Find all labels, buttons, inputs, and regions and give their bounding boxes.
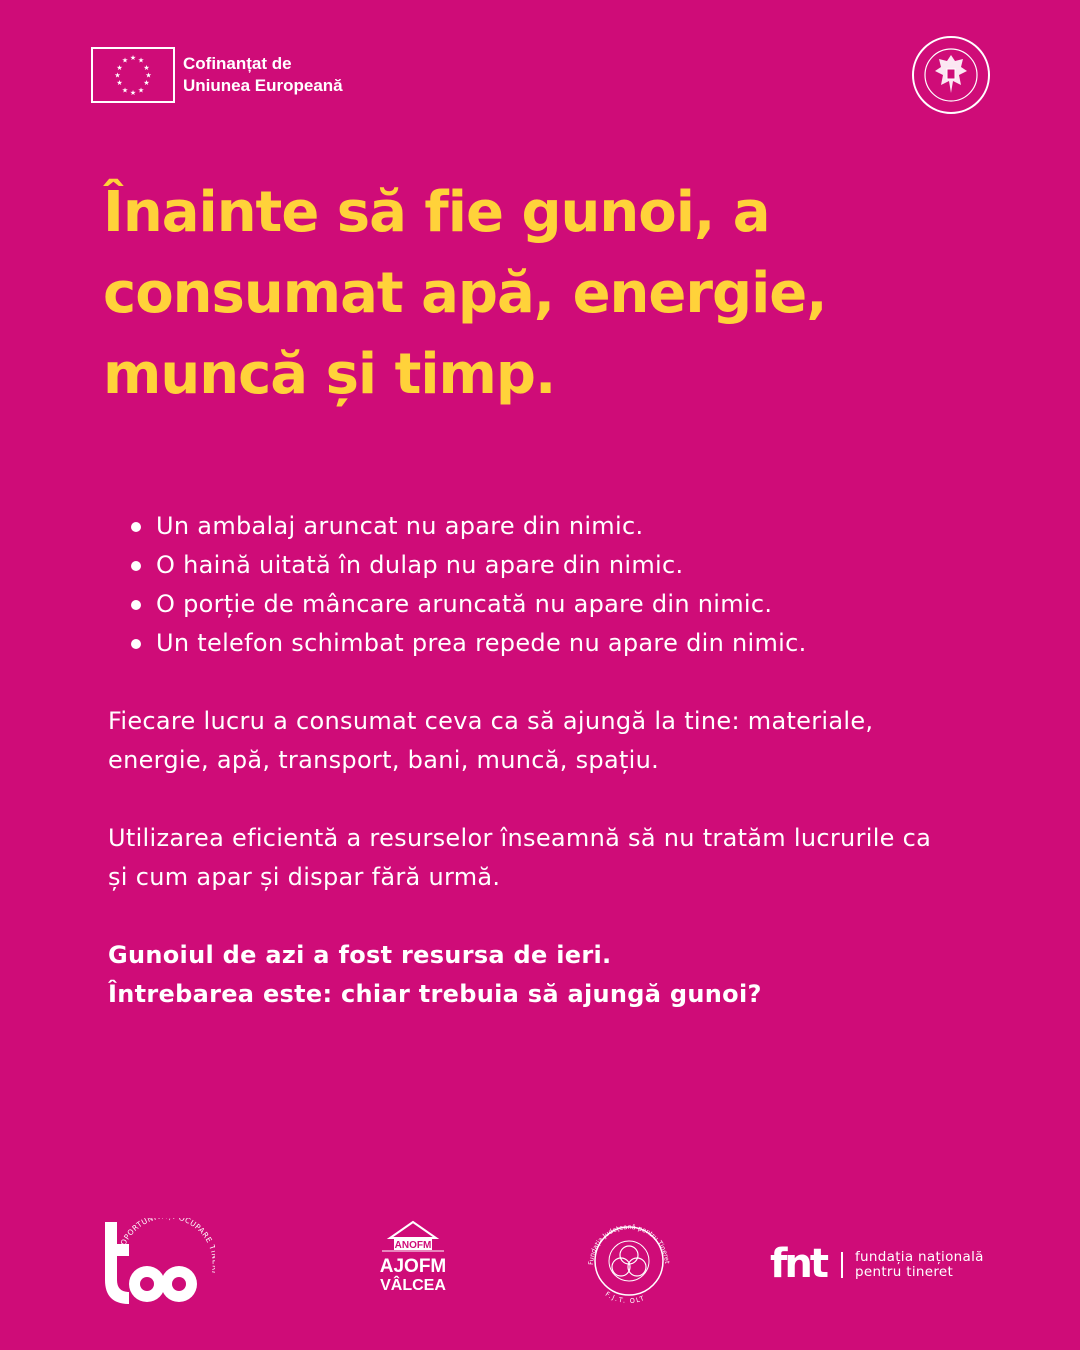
- svg-text:★: ★: [137, 86, 145, 95]
- list-item: [108, 624, 807, 663]
- headline-line-2: consumat apă, energie,: [103, 261, 827, 326]
- fjt-ring-text: Fundația Județeană pentru Tineret: [586, 1222, 671, 1266]
- fnt-mark-icon: [763, 1237, 833, 1293]
- fnt-logo: [763, 1235, 1003, 1295]
- svg-text:★: ★: [129, 54, 137, 62]
- fjt-olt-logo: [583, 1215, 675, 1307]
- paragraph-line: energie, apă, transport, bani, muncă, spațiu.: [108, 746, 660, 774]
- svg-text:★: ★: [137, 56, 145, 65]
- list-item-text: Un ambalaj aruncat nu apare din nimic.: [156, 512, 644, 540]
- paragraph-line: Întrebarea este: chiar trebuia să ajungă gunoi?: [108, 980, 762, 1008]
- bullet-icon: [131, 639, 141, 649]
- list-item-text: O haină uitată în dulap nu apare din nimic.: [156, 551, 684, 579]
- list-item-text: O porție de mâncare aruncată nu apare din nimic.: [156, 590, 773, 618]
- svg-text:★: ★: [143, 79, 150, 87]
- paragraph-efficiency: [108, 819, 1008, 897]
- list-item: [108, 507, 807, 546]
- eu-line-2: Uniunea Europeană: [183, 76, 343, 95]
- eu-cofunding-text: [183, 53, 343, 97]
- svg-text:Fundația Județeană pentru Tine: [583, 1215, 671, 1266]
- ajofm-label: AJOFM: [379, 1256, 447, 1277]
- too-ring-text: OPORTUN OCUPARE: [118, 1218, 215, 1247]
- svg-text:★: ★: [114, 71, 121, 80]
- romanian-government-seal-icon: [911, 35, 991, 115]
- list-item-text: Un telefon schimbat prea repede nu apare din nimic.: [156, 629, 807, 657]
- svg-text:★: ★: [121, 56, 129, 65]
- svg-text:★: ★: [145, 71, 152, 80]
- bullet-list: [108, 507, 807, 663]
- list-item: [108, 546, 807, 585]
- paragraph-line: și cum apar și dispar fără urmă.: [108, 863, 501, 891]
- valcea-label: VÂLCEA: [380, 1277, 446, 1294]
- fnt-mark-text: fnt: [770, 1241, 826, 1287]
- svg-text:★: ★: [121, 86, 129, 95]
- anofm-label: ANOFM: [394, 1240, 432, 1251]
- fnt-line-1: fundația națională: [855, 1249, 984, 1265]
- eu-cofunding-logo: [91, 47, 343, 103]
- eu-flag-icon: [91, 47, 175, 103]
- svg-text:★: ★: [129, 89, 137, 97]
- svg-text:★: ★: [116, 64, 123, 72]
- headline: [103, 172, 983, 415]
- fjt-abbrev: F.J.T. OLT: [603, 1290, 647, 1306]
- bullet-icon: [131, 522, 141, 532]
- fnt-line-2: pentru tineret: [855, 1264, 954, 1280]
- svg-text:OPORTUNITĂȚI OCUPARE TINERI: [119, 1218, 215, 1275]
- list-item: [108, 585, 807, 624]
- bullet-icon: [131, 600, 141, 610]
- headline-line-1: Înainte să fie gunoi, a: [103, 180, 770, 245]
- too-logo: [95, 1218, 215, 1310]
- ajofm-valcea-logo: [370, 1220, 456, 1300]
- svg-text:F.J.T. OLT: [604, 1290, 647, 1305]
- paragraph-conclusion: [108, 936, 1008, 1014]
- paragraph-resources: [108, 702, 1008, 780]
- fnt-text: [855, 1250, 984, 1280]
- svg-text:★: ★: [143, 64, 150, 72]
- eu-line-1: Cofinanțat de: [183, 54, 292, 73]
- paragraph-line: Fiecare lucru a consumat ceva ca să ajungă la tine: materiale,: [108, 707, 874, 735]
- svg-text:★: ★: [116, 79, 123, 87]
- headline-line-3: muncă și timp.: [103, 342, 556, 407]
- bullet-icon: [131, 561, 141, 571]
- paragraph-line: Gunoiul de azi a fost resursa de ieri.: [108, 941, 612, 969]
- paragraph-line: Utilizarea eficientă a resurselor înseamnă să nu tratăm lucrurile ca: [108, 824, 932, 852]
- fnt-divider: [841, 1252, 843, 1278]
